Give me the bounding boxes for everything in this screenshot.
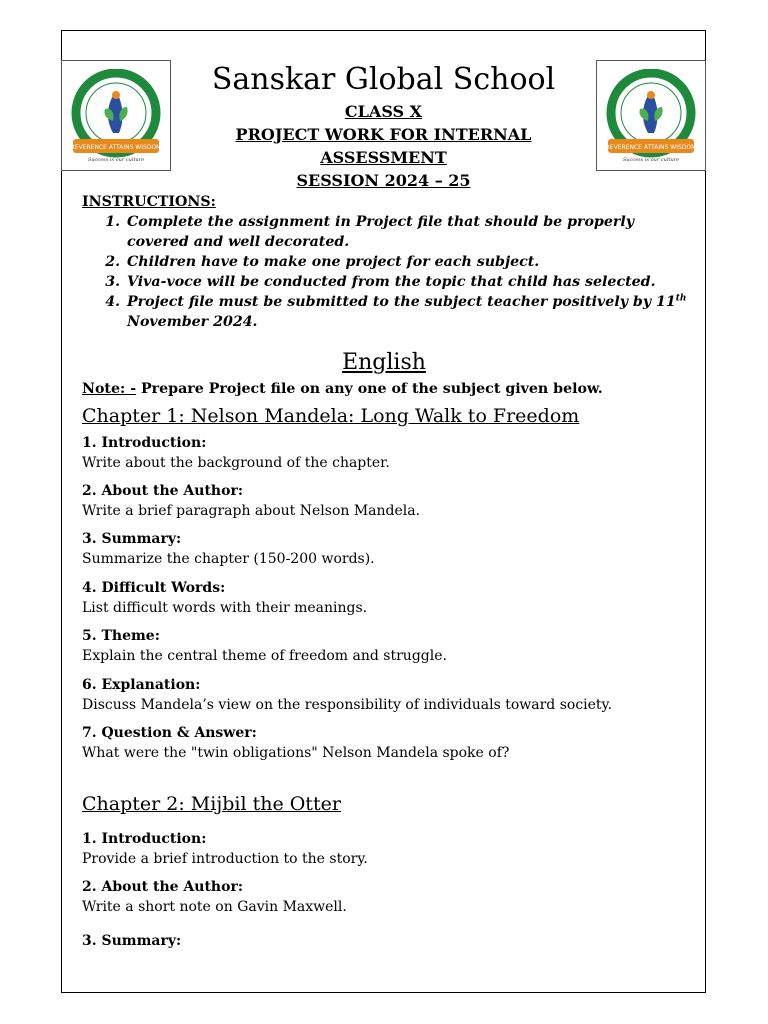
- section-heading: 6. Explanation:: [82, 677, 201, 693]
- svg-text:REVERENCE ATTAINS WISDOM: REVERENCE ATTAINS WISDOM: [70, 144, 162, 151]
- section-text: Provide a brief introduction to the story.: [82, 851, 368, 867]
- section-heading: 1. Introduction:: [82, 435, 207, 451]
- ordinal-suffix: th: [675, 293, 687, 304]
- instruction-item-text: Project file must be submitted to the subject teacher positively by 11: [127, 294, 676, 310]
- project-label: PROJECT WORK FOR INTERNAL ASSESSMENT: [235, 125, 532, 167]
- note-text: Prepare Project file on any one of the subject given below.: [136, 381, 603, 397]
- chapter-2-section: [82, 931, 702, 951]
- header: [61, 58, 706, 190]
- instruction-item: 2. Children have to make one project for each subject.: [125, 252, 697, 272]
- chapter-1-section: [82, 529, 702, 569]
- chapter-1-section: [82, 481, 702, 521]
- section-text: List difficult words with their meanings.: [82, 600, 368, 616]
- chapter-1-section: [82, 578, 702, 618]
- chapter-1-title: Chapter 1: Nelson Mandela: Long Walk to Freedom: [82, 405, 580, 427]
- chapter-2-section: [82, 829, 702, 869]
- svg-text:REVERENCE ATTAINS WISDOM: REVERENCE ATTAINS WISDOM: [605, 144, 697, 151]
- chapter-2-section: [82, 877, 702, 917]
- instruction-item-text: November 2024.: [127, 314, 258, 330]
- section-text: Discuss Mandela’s view on the responsibility of individuals toward society.: [82, 697, 613, 713]
- section-text: What were the "twin obligations" Nelson Mandela spoke of?: [82, 745, 510, 761]
- instruction-item: [125, 292, 697, 332]
- instruction-item: 3. Viva-voce will be conducted from the topic that child has selected.: [125, 272, 697, 292]
- chapter-1-section: [82, 433, 702, 473]
- section-text: Write a brief paragraph about Nelson Mandela.: [82, 503, 421, 519]
- section-heading: 4. Difficult Words:: [82, 580, 226, 596]
- class-label: CLASS X: [344, 102, 423, 121]
- school-name: Sanskar Global School: [211, 62, 556, 97]
- session-label: SESSION 2024 – 25: [296, 171, 471, 190]
- instructions-title: INSTRUCTIONS:: [82, 194, 216, 210]
- school-logo-right: [596, 60, 706, 171]
- section-text: Summarize the chapter (150-200 words).: [82, 551, 375, 567]
- chapter-1-section: [82, 626, 702, 666]
- chapter-1-section: [82, 723, 702, 763]
- section-heading: 3. Summary:: [82, 531, 182, 547]
- svg-text:Success is our culture: Success is our culture: [622, 157, 680, 163]
- chapter-1-section: [82, 675, 702, 715]
- svg-text:Success is our culture: Success is our culture: [87, 157, 145, 163]
- note: [82, 381, 603, 397]
- section-heading: 1. Introduction:: [82, 831, 207, 847]
- school-logo-left: [61, 60, 171, 171]
- section-text: Write about the background of the chapter.: [82, 455, 390, 471]
- section-heading: 3. Summary:: [82, 933, 182, 949]
- instruction-item: 1. Complete the assignment in Project file that should be properly covered and well decorated.: [125, 212, 697, 252]
- instructions-list: [82, 212, 697, 332]
- subject-heading: English: [342, 350, 426, 375]
- section-text: Explain the central theme of freedom and struggle.: [82, 648, 447, 664]
- section-text: Write a short note on Gavin Maxwell.: [82, 899, 347, 915]
- section-heading: 5. Theme:: [82, 628, 160, 644]
- instructions: [82, 192, 697, 332]
- title-block: [173, 58, 594, 192]
- section-heading: 2. About the Author:: [82, 879, 243, 895]
- section-heading: 7. Question & Answer:: [82, 725, 257, 741]
- section-heading: 2. About the Author:: [82, 483, 243, 499]
- chapter-2-title: Chapter 2: Mijbil the Otter: [82, 793, 341, 815]
- note-label: Note: -: [82, 381, 137, 397]
